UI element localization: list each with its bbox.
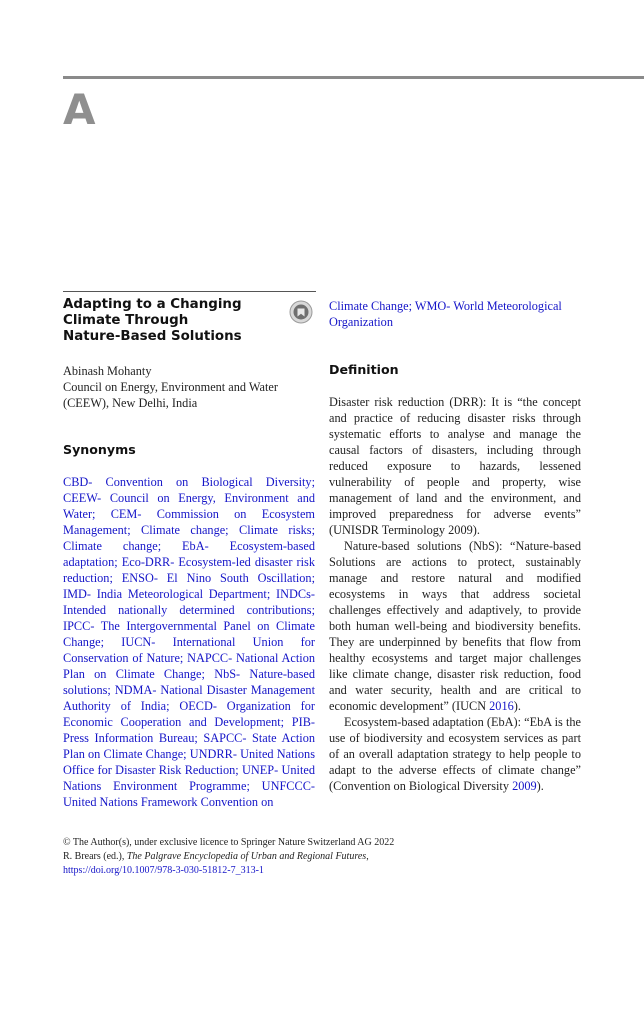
nbs-text-end: ). (513, 699, 521, 713)
entry-title-line-1: Adapting to a Changing (63, 297, 242, 312)
check-for-updates-icon[interactable] (289, 300, 313, 324)
entry-title (63, 297, 273, 345)
copyright-line: © The Author(s), under exclusive licence to Springer Nature Switzerland AG 2022 (63, 837, 395, 848)
eba-text: Ecosystem-based adaptation (EbA): “EbA is the use of biodiversity and ecosystem services as part of an overall adaptation strategy to help people to adapt to the adverse effects of climate change” (Convention on Biological Diversity (329, 715, 581, 793)
definition-paragraph-eba (329, 714, 581, 794)
author-block (63, 363, 316, 411)
author-name: Abinash Mohanty (63, 364, 152, 378)
book-title: The Palgrave Encyclopedia of Urban and Regional Futures (126, 851, 367, 862)
doi-link[interactable]: https://doi.org/10.1007/978-3-030-51812-7_313-1 (63, 865, 264, 876)
author-location: (CEEW), New Delhi, India (63, 396, 198, 410)
top-rule (63, 76, 644, 79)
footer (63, 836, 583, 878)
definition-body (329, 394, 581, 794)
section-letter: A (63, 85, 96, 134)
citation-line (63, 850, 583, 864)
synonyms-continuation[interactable]: Climate Change; WMO- World Meteorological Organization (329, 299, 562, 329)
entry-title-line-2: Climate Through (63, 313, 189, 328)
synonyms-list[interactable]: CBD- Convention on Biological Diversity; CEEW- Council on Energy, Environment and Water; CEM- Commission on Ecosystem Management; Climate change; Climate risks; Climate change; EbA- Ecosystem-based adaptation; Eco-DRR- Ecosystem-led disaster risk reduction; ENSO- El Nino South Oscillation; IMD- India Meteorological Department; INDCs- Intended nationally determined contributions; IPCC- The Intergovernmental Panel on Climate Change; IUCN- International Union for Conservation of Nature; NAPCC- National Action Plan on Climate Change; NbS- Nature-based solutions; NDMA- National Disaster Management Authority of India; OECD- Organization for Economic Cooperation and Development; PIB- Press Information Bureau; SAPCC- State Action Plan on Climate Change; UNDRR- United Nations Office for Disaster Risk Reduction; UNEP- United Nations Environment Programme; UNFCCC- United Nations Framework Convention on (63, 475, 315, 809)
eba-text-end: ). (536, 779, 544, 793)
author-affiliation: Council on Energy, Environment and Water (63, 380, 278, 394)
definition-heading: Definition (329, 362, 399, 377)
cbd-citation-link[interactable]: 2009 (512, 779, 537, 793)
entry-title-line-3: Nature-Based Solutions (63, 329, 242, 344)
title-rule (63, 291, 316, 292)
synonyms-heading: Synonyms (63, 442, 136, 457)
citation-prefix: R. Brears (ed.), (63, 851, 127, 862)
definition-paragraph-drr: Disaster risk reduction (DRR): It is “the concept and practice of reducing disaster risks through systematic efforts to analyse and manage the causal factors of disasters, including through reduced exposure to hazards, lessened vulnerability of people and property, wise management of land and the environment, and improved preparedness for adverse events” (UNISDR Terminology 2009). (329, 395, 581, 537)
definition-paragraph-nbs (329, 538, 581, 714)
iucn-citation-link[interactable]: 2016 (489, 699, 514, 713)
nbs-text: Nature-based solutions (NbS): “Nature-based Solutions are actions to protect, sustainably manage and restore natural and modified ecosystems in ways that address societal challenges effectively and adaptively, to provide both human well-being and biodiversity benefits. They are underpinned by benefits that flow from healthy ecosystems and target major challenges like climate change, disaster risk reduction, food and water security, health and are critical to economic development” (IUCN (329, 539, 581, 713)
citation-suffix: , (366, 851, 369, 862)
